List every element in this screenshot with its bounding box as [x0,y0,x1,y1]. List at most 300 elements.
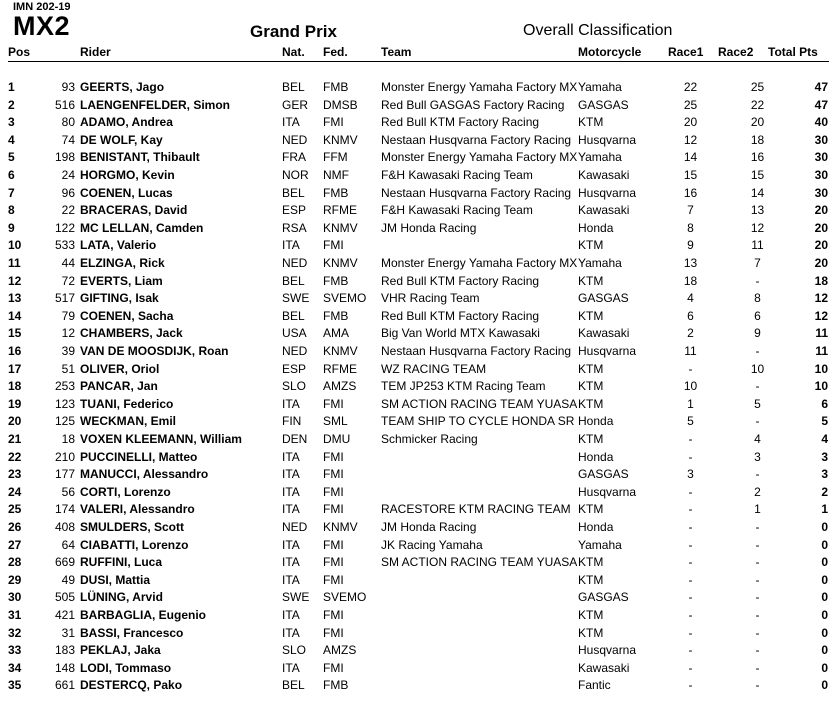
nation-cell: FIN [282,414,302,429]
pos-cell: 2 [8,97,15,112]
nation-cell: DEN [282,432,308,446]
federation-cell: FMI [323,625,344,640]
table-row [0,661,831,678]
pos-cell: 34 [8,660,22,675]
race2-cell: - [755,344,760,358]
race2-cell: - [755,414,760,429]
column-header-nat: Nat. [282,45,305,59]
motorcycle-cell: GASGAS [578,590,629,605]
total-cell: 10 [814,379,828,394]
motorcycle-cell: Yamaha [578,150,622,165]
race2-cell: 3 [754,449,761,464]
motorcycle-cell: Husqvarna [578,132,637,147]
pos-cell: 32 [8,625,22,640]
motorcycle-cell: KTM [578,238,604,253]
report-title: Overall Classification [523,22,673,39]
number-cell: 517 [54,291,75,306]
federation-cell: AMZS [323,643,357,658]
pos-cell: 22 [8,449,22,464]
motorcycle-cell: KTM [578,396,604,411]
team-cell: Red Bull KTM Factory Racing [381,115,540,130]
race1-cell: - [688,660,693,675]
table-row [0,274,831,291]
motorcycle-cell: KTM [578,379,604,394]
motorcycle-cell: KTM [578,361,604,376]
table-row [0,309,831,326]
race1-cell: 6 [687,308,694,323]
race2-cell: - [755,379,760,394]
race2-cell: 7 [754,256,761,270]
rider-cell: CIABATTI, Lorenzo [80,537,189,552]
motorcycle-cell: Honda [578,220,614,235]
race1-cell: 22 [683,80,698,94]
pos-cell: 3 [8,115,15,130]
rider-cell: CORTI, Lorenzo [80,484,171,499]
pos-cell: 10 [8,238,22,253]
motorcycle-cell: Husqvarna [578,185,637,200]
team-cell: Nestaan Husqvarna Factory Racing [381,132,572,147]
total-cell: 20 [814,220,828,235]
federation-cell: FMI [323,484,344,499]
table-row [0,555,831,572]
race1-cell: 10 [683,379,698,394]
nation-cell: ITA [282,537,300,552]
federation-cell: DMU [323,432,351,446]
race1-cell: - [688,361,693,376]
pos-cell: 16 [8,344,22,358]
rider-cell: LAENGENFELDER, Simon [80,97,231,112]
column-header-team: Team [381,45,412,59]
rider-cell: DUSI, Mattia [80,572,151,587]
federation-cell: SML [323,414,348,429]
nation-cell: ITA [282,572,300,587]
team-cell: Monster Energy Yamaha Factory MX [381,150,577,165]
table-row [0,467,831,484]
pos-cell: 14 [8,308,22,323]
nation-cell: BEL [282,80,305,94]
number-cell: 80 [61,115,75,130]
pos-cell: 23 [8,467,22,482]
table-row [0,590,831,607]
federation-cell: FMI [323,660,344,675]
nation-cell: BEL [282,273,305,288]
nation-cell: ESP [282,361,307,376]
pos-cell: 21 [8,432,22,446]
federation-cell: FMI [323,502,344,517]
race2-cell: 10 [750,361,765,376]
federation-cell: FMI [323,572,344,587]
pos-cell: 31 [8,608,22,622]
team-cell: TEAM SHIP TO CYCLE HONDA SR [381,414,575,429]
table-row [0,344,831,361]
motorcycle-cell: Husqvarna [578,344,637,358]
nation-cell: ITA [282,115,300,130]
pos-cell: 30 [8,590,22,605]
table-row [0,186,831,203]
rider-cell: BENISTANT, Thibault [80,150,200,165]
race1-cell: 2 [687,326,694,341]
number-cell: 123 [54,396,75,411]
number-cell: 24 [61,168,75,182]
table-row [0,168,831,185]
race2-cell: 14 [750,185,765,200]
pos-cell: 17 [8,361,22,376]
number-cell: 669 [54,555,75,570]
table-row [0,626,831,643]
federation-cell: KNMV [323,256,358,270]
federation-cell: FMB [323,678,349,693]
race1-cell: - [688,608,693,622]
number-cell: 56 [61,484,75,499]
total-cell: 30 [814,150,828,165]
motorcycle-cell: KTM [578,115,604,130]
federation-cell: FMB [323,273,349,288]
table-row [0,414,831,431]
race2-cell: - [755,643,760,658]
race2-cell: - [755,678,760,693]
nation-cell: ITA [282,238,300,253]
rider-cell: VALERI, Alessandro [80,502,195,517]
pos-cell: 13 [8,291,22,306]
motorcycle-cell: Yamaha [578,537,622,552]
total-cell: 12 [814,291,828,306]
total-cell: 40 [814,115,828,130]
pos-cell: 18 [8,379,22,394]
total-cell: 20 [814,203,828,218]
nation-cell: FRA [282,150,306,165]
motorcycle-cell: Honda [578,449,614,464]
team-cell: WZ RACING TEAM [381,361,487,376]
federation-cell: KNMV [323,220,358,235]
nation-cell: USA [282,326,307,341]
nation-cell: GER [282,97,309,112]
pos-cell: 20 [8,414,22,429]
race2-cell: - [755,590,760,605]
race1-cell: 18 [683,273,698,288]
team-cell: Big Van World MTX Kawasaki [381,326,540,341]
team-cell: JM Honda Racing [381,220,477,235]
total-cell: 0 [821,572,828,587]
total-cell: 0 [821,625,828,640]
race1-cell: - [688,432,693,446]
number-cell: 22 [61,203,75,218]
motorcycle-cell: Kawasaki [578,660,630,675]
pos-cell: 12 [8,273,22,288]
nation-cell: SLO [282,643,307,658]
pos-cell: 24 [8,484,22,499]
rider-cell: DE WOLF, Kay [80,132,163,147]
nation-cell: NOR [282,168,309,182]
event-name: Grand Prix [250,22,337,41]
team-cell: Nestaan Husqvarna Factory Racing [381,185,572,200]
number-cell: 93 [61,80,75,94]
table-row [0,608,831,625]
nation-cell: ITA [282,467,300,482]
team-cell: Monster Energy Yamaha Factory MX [381,256,577,270]
motorcycle-cell: Yamaha [578,80,622,94]
motorcycle-cell: KTM [578,625,604,640]
number-cell: 122 [54,220,75,235]
race2-cell: - [755,273,760,288]
total-cell: 30 [814,168,828,182]
number-cell: 177 [54,467,75,482]
race1-cell: 15 [683,168,698,182]
rider-cell: BASSI, Francesco [80,625,184,640]
rider-cell: LATA, Valerio [80,238,157,253]
rider-cell: COENEN, Sacha [80,308,174,323]
table-row [0,379,831,396]
team-cell: VHR Racing Team [381,291,480,306]
federation-cell: AMA [323,326,350,341]
rider-cell: PUCCINELLI, Matteo [80,449,198,464]
number-cell: 408 [54,520,75,534]
number-cell: 31 [61,625,75,640]
federation-cell: FMI [323,238,344,253]
race2-cell: 8 [754,291,761,306]
number-cell: 183 [54,643,75,658]
motorcycle-cell: KTM [578,308,604,323]
team-cell: JM Honda Racing [381,520,477,534]
rider-cell: GIFTING, Isak [80,291,159,306]
total-cell: 20 [814,256,828,270]
federation-cell: RFME [323,361,357,376]
total-cell: 10 [814,361,828,376]
column-header-rider: Rider [80,45,111,59]
total-cell: 30 [814,185,828,200]
total-cell: 0 [821,555,828,570]
table-row [0,256,831,273]
team-cell: JK Racing Yamaha [381,537,483,552]
total-cell: 47 [814,80,828,94]
motorcycle-cell: GASGAS [578,291,629,306]
team-cell: Red Bull GASGAS Factory Racing [381,97,565,112]
table-row [0,80,831,97]
table-row [0,98,831,115]
table-row [0,573,831,590]
rider-cell: COENEN, Lucas [80,185,173,200]
race1-cell: 12 [683,132,698,147]
race1-cell: - [688,502,693,517]
federation-cell: FMB [323,308,349,323]
federation-cell: RFME [323,203,357,218]
number-cell: 516 [54,97,75,112]
motorcycle-cell: KTM [578,555,604,570]
table-row [0,485,831,502]
race1-cell: - [688,590,693,605]
total-cell: 0 [821,608,828,622]
race1-cell: - [688,537,693,552]
motorcycle-cell: KTM [578,502,604,517]
total-cell: 0 [821,678,828,693]
motorcycle-cell: Husqvarna [578,484,637,499]
motorcycle-cell: GASGAS [578,467,629,482]
race2-cell: 12 [750,220,765,235]
total-cell: 30 [814,132,828,147]
nation-cell: ITA [282,484,300,499]
number-cell: 96 [61,185,75,200]
nation-cell: ITA [282,555,300,570]
nation-cell: SLO [282,379,307,394]
nation-cell: ITA [282,625,300,640]
team-cell: F&H Kawasaki Racing Team [381,203,533,218]
race1-cell: - [688,643,693,658]
motorcycle-cell: KTM [578,273,604,288]
nation-cell: ITA [282,449,300,464]
pos-cell: 28 [8,555,22,570]
motorcycle-cell: Honda [578,520,614,534]
nation-cell: SWE [282,590,310,605]
table-row [0,133,831,150]
rider-cell: CHAMBERS, Jack [80,326,183,341]
class-title: MX2 [13,11,71,41]
motorcycle-cell: Yamaha [578,256,622,270]
rider-cell: VAN DE MOOSDIJK, Roan [80,344,229,358]
number-cell: 198 [54,150,75,165]
motorcycle-cell: Kawasaki [578,326,630,341]
team-cell: SM ACTION RACING TEAM YUASA [381,555,577,570]
number-cell: 49 [61,572,75,587]
table-row [0,432,831,449]
team-cell: F&H Kawasaki Racing Team [381,168,533,182]
race2-cell: 11 [751,238,764,253]
pos-cell: 9 [8,220,15,235]
race2-cell: - [755,608,760,622]
total-cell: 5 [821,414,828,429]
federation-cell: FMB [323,185,349,200]
total-cell: 11 [815,326,828,341]
number-cell: 18 [61,432,75,446]
rider-cell: ELZINGA, Rick [80,256,165,270]
table-row [0,115,831,132]
federation-cell: KNMV [323,132,358,147]
column-header-total: Total Pts [768,45,818,59]
nation-cell: BEL [282,185,305,200]
race2-cell: 1 [754,502,761,517]
number-cell: 210 [54,449,75,464]
number-cell: 125 [54,414,75,429]
race2-cell: 25 [750,80,765,94]
race2-cell: 2 [754,484,761,499]
total-cell: 47 [814,97,828,112]
race1-cell: 14 [683,150,698,165]
total-cell: 3 [821,467,828,482]
pos-cell: 1 [8,80,15,94]
team-cell: SM ACTION RACING TEAM YUASA [381,396,577,411]
column-header-race1: Race1 [668,45,704,59]
team-cell: Red Bull KTM Factory Racing [381,308,540,323]
race1-cell: - [688,572,693,587]
federation-cell: FMI [323,537,344,552]
table-row [0,326,831,343]
race2-cell: 15 [750,168,765,182]
nation-cell: BEL [282,678,305,693]
total-cell: 20 [814,238,828,253]
number-cell: 74 [61,132,75,147]
team-cell: Red Bull KTM Factory Racing [381,273,540,288]
number-cell: 64 [61,537,75,552]
pos-cell: 19 [8,396,22,411]
nation-cell: ITA [282,502,300,517]
pos-cell: 26 [8,520,22,534]
race1-cell: 16 [683,185,698,200]
table-row [0,291,831,308]
number-cell: 533 [54,238,75,253]
race1-cell: 1 [687,396,694,411]
total-cell: 0 [821,537,828,552]
motorcycle-cell: Husqvarna [578,643,637,658]
federation-cell: NMF [323,168,349,182]
header-divider [8,61,829,62]
pos-cell: 35 [8,678,22,693]
motorcycle-cell: GASGAS [578,97,629,112]
rider-cell: BRACERAS, David [80,203,188,218]
rider-cell: PANCAR, Jan [80,379,158,394]
race2-cell: 20 [750,115,765,130]
federation-cell: FMI [323,608,344,622]
race1-cell: - [688,449,693,464]
table-row [0,643,831,660]
nation-cell: SWE [282,291,310,306]
total-cell: 0 [821,660,828,675]
table-row [0,238,831,255]
column-header-motorcycle: Motorcycle [578,45,642,59]
race1-cell: 13 [683,256,698,270]
race2-cell: - [755,625,760,640]
federation-cell: DMSB [323,97,358,112]
number-cell: 421 [54,608,75,622]
pos-cell: 29 [8,572,22,587]
race1-cell: 5 [687,414,694,429]
race1-cell: 4 [687,291,694,306]
rider-cell: PEKLAJ, Jaka [80,643,161,658]
race2-cell: 18 [750,132,765,147]
race1-cell: - [688,555,693,570]
total-cell: 0 [821,643,828,658]
total-cell: 12 [814,308,828,323]
total-cell: 3 [821,449,828,464]
total-cell: 18 [814,273,828,288]
total-cell: 0 [821,590,828,605]
total-cell: 6 [821,396,828,411]
pos-cell: 7 [8,185,15,200]
motorcycle-cell: Kawasaki [578,168,630,182]
motorcycle-cell: Honda [578,414,614,429]
pos-cell: 27 [8,537,22,552]
rider-cell: GEERTS, Jago [80,80,165,94]
number-cell: 253 [54,379,75,394]
column-header-race2: Race2 [718,45,754,59]
rider-cell: RUFFINI, Luca [80,555,163,570]
race2-cell: - [755,555,760,570]
total-cell: 2 [821,484,828,499]
nation-cell: RSA [282,220,307,235]
rider-cell: MC LELLAN, Camden [80,220,204,235]
race2-cell: 4 [754,432,761,446]
rider-cell: WECKMAN, Emil [80,414,176,429]
rider-cell: OLIVER, Oriol [80,361,160,376]
nation-cell: NED [282,344,308,358]
team-cell: Schmicker Racing [381,432,478,446]
nation-cell: ITA [282,660,300,675]
nation-cell: NED [282,256,308,270]
total-cell: 0 [821,520,828,534]
federation-cell: SVEMO [323,291,367,306]
rider-cell: DESTERCQ, Pako [80,678,183,693]
nation-cell: BEL [282,308,305,323]
pos-cell: 15 [8,326,22,341]
federation-cell: SVEMO [323,590,367,605]
pos-cell: 8 [8,203,15,218]
